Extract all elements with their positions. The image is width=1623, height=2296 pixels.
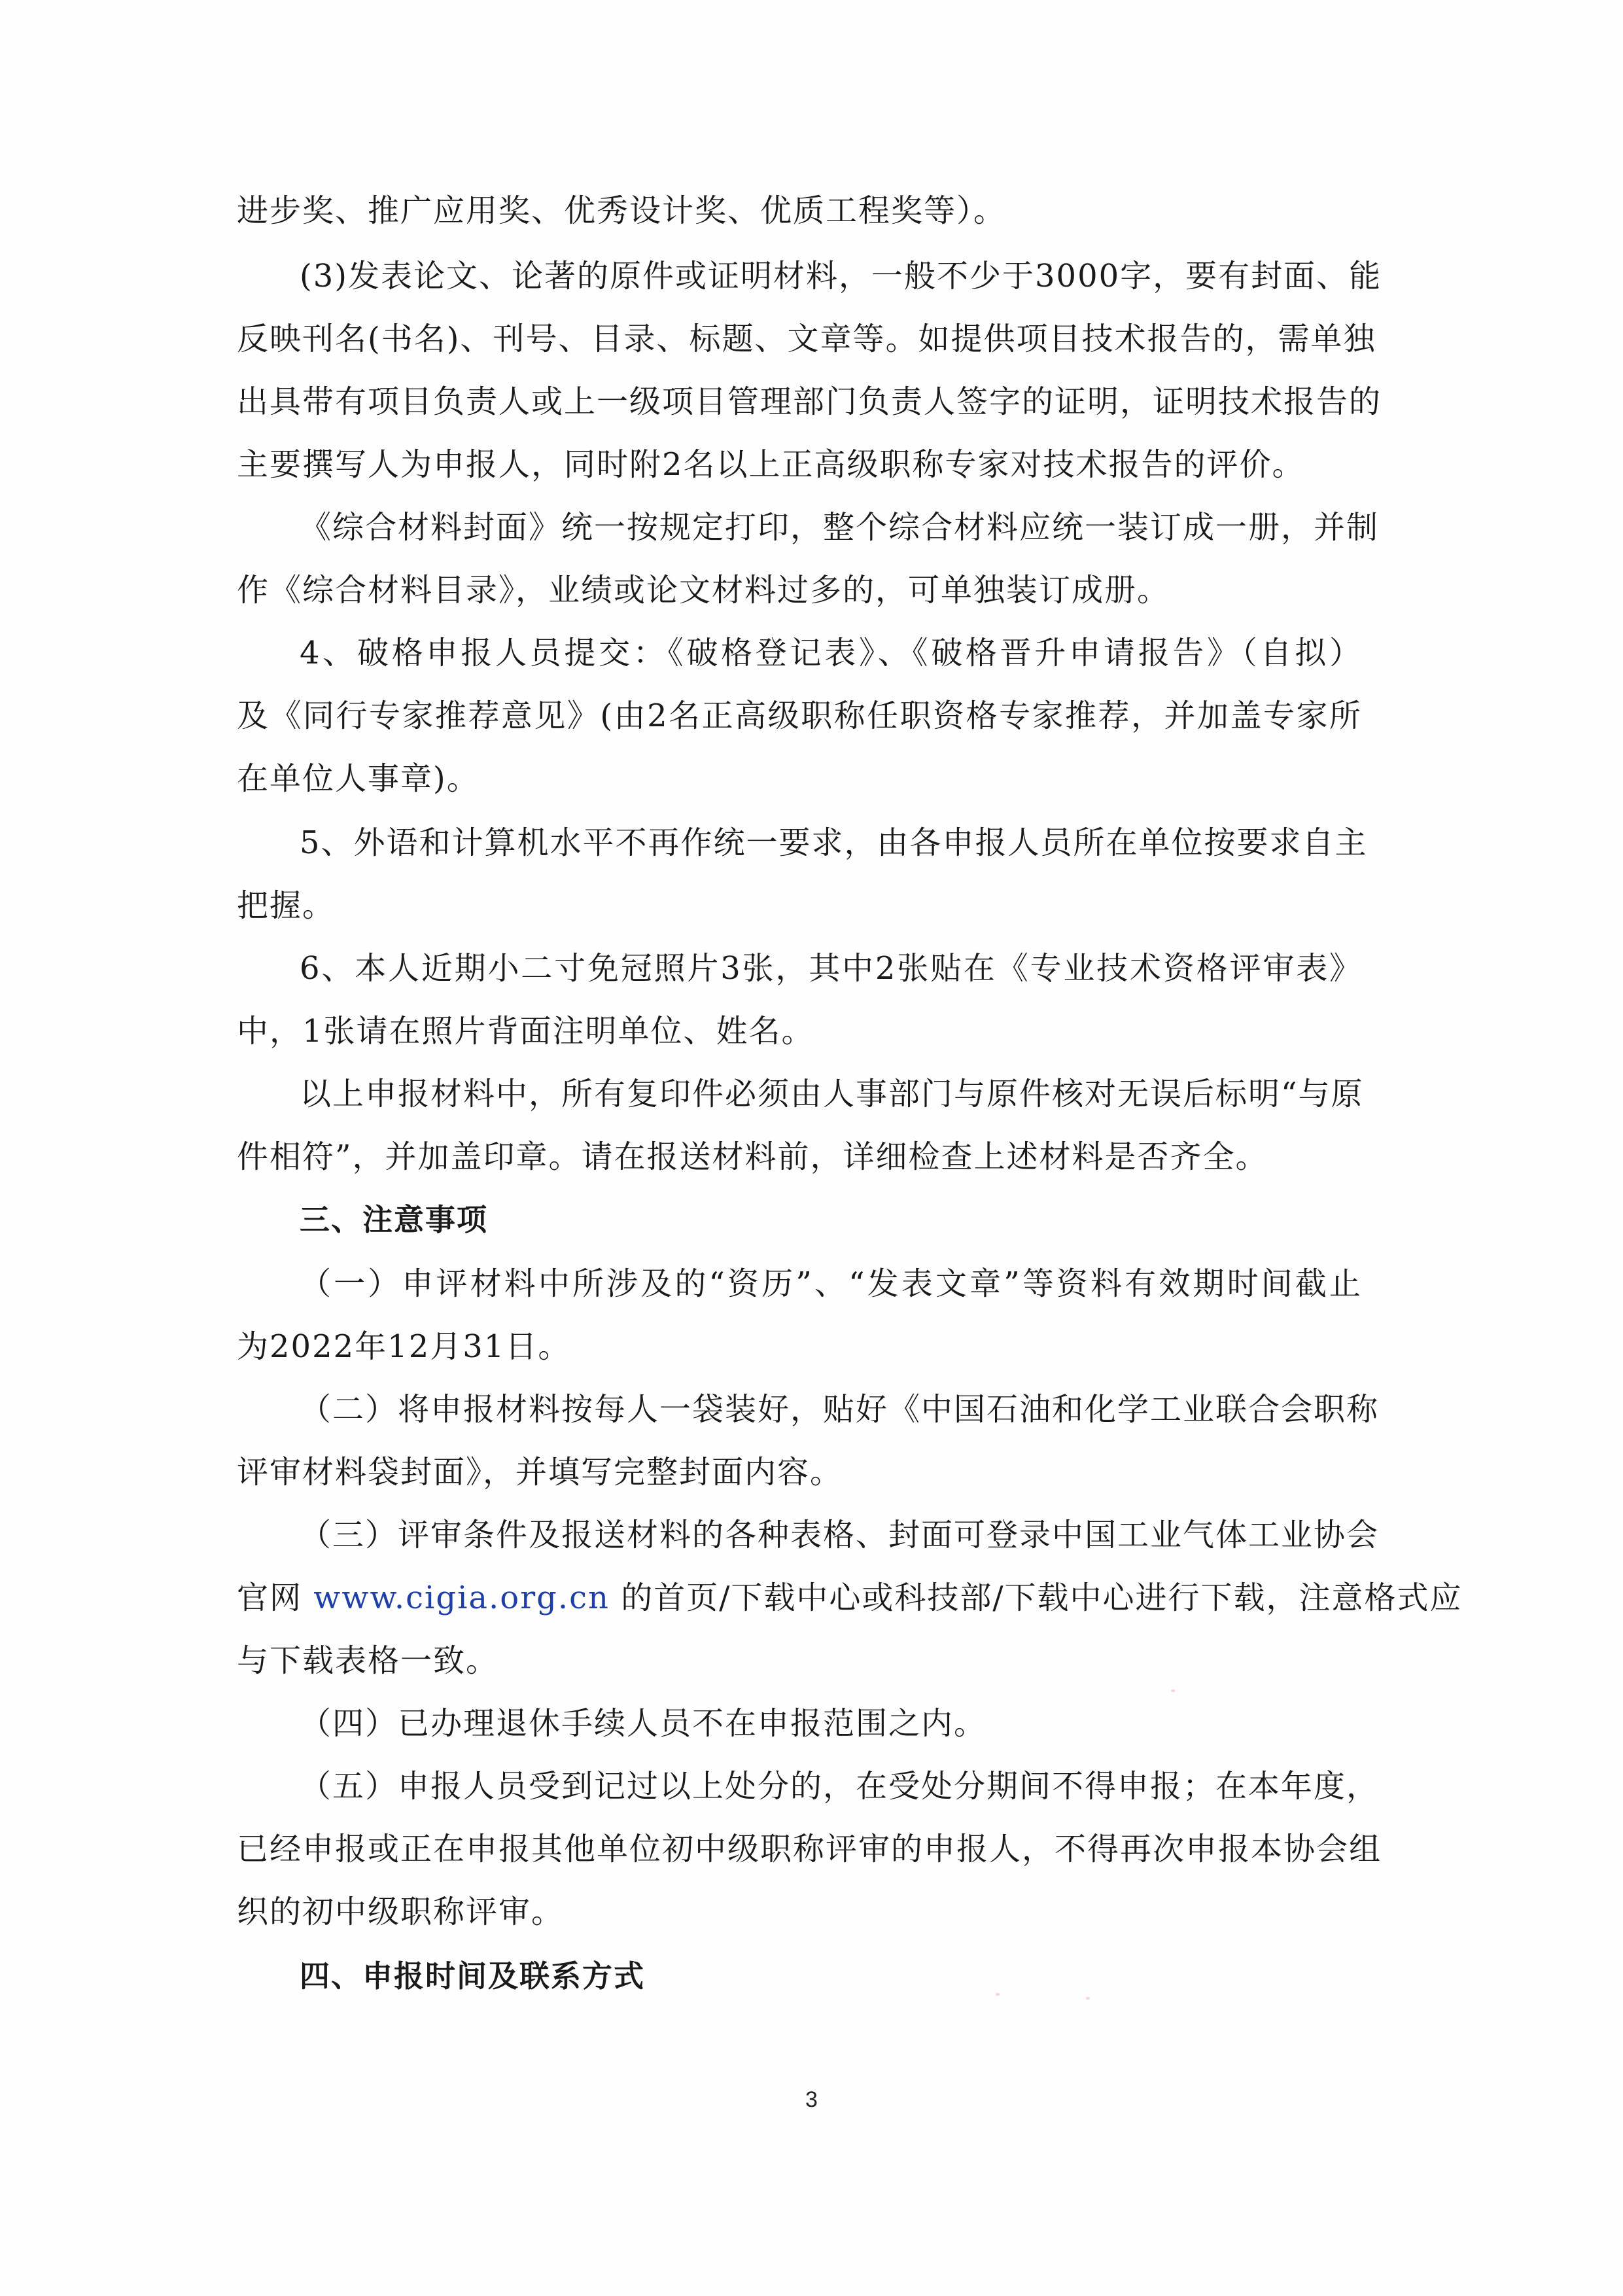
paragraph-line: 《综合材料封面》统一按规定打印，整个综合材料应统一装订成一册，并制: [300, 509, 1380, 546]
paragraph-line: 4、破格申报人员提交：《破格登记表》、《破格晋升申请报告》（自拟）: [300, 635, 1362, 671]
paragraph-line: 作《综合材料目录》，业绩或论文材料过多的，可单独装订成册。: [237, 572, 1170, 609]
section-heading: 三、注意事项: [300, 1202, 488, 1237]
section-heading: 四、申报时间及联系方式: [300, 1958, 645, 1994]
paragraph-line: 5、外语和计算机水平不再作统一要求，由各申报人员所在单位按要求自主: [300, 824, 1368, 861]
website-link[interactable]: www.cigia.org.cn: [313, 1580, 610, 1616]
paragraph-line: 6、本人近期小二寸免冠照片3张，其中2张贴在《专业技术资格评审表》: [300, 950, 1362, 987]
paragraph-line: （五）申报人员受到记过以上处分的，在受处分期间不得申报；在本年度，: [300, 1768, 1380, 1805]
paragraph-line: 织的初中级职称评审。: [237, 1894, 565, 1930]
paragraph-line: （二）将申报材料按每人一袋装好，贴好《中国石油和化学工业联合会职称: [300, 1391, 1380, 1428]
paragraph-line: 件相符”，并加盖印章。请在报送材料前，详细检查上述材料是否齐全。: [237, 1139, 1268, 1175]
paragraph-line: （三）评审条件及报送材料的各种表格、封面可登录中国工业气体工业协会: [300, 1517, 1380, 1553]
paragraph-line: 反映刊名(书名)、刊号、目录、标题、文章等。如提供项目技术报告的，需单独: [237, 321, 1376, 357]
paragraph-line: 把握。: [237, 887, 336, 924]
paragraph-line: 与下载表格一致。: [237, 1642, 499, 1679]
paper-speck: [996, 1993, 1000, 1996]
paragraph-line: 出具带有项目负责人或上一级项目管理部门负责人签字的证明，证明技术报告的: [237, 383, 1382, 420]
paragraph-line: (3)发表论文、论著的原件或证明材料，一般不少于3000字，要有封面、能: [300, 258, 1382, 294]
paragraph-line-with-link: [237, 1578, 1463, 1617]
paragraph-line: 评审材料袋封面》，并填写完整封面内容。: [237, 1454, 843, 1491]
paragraph-line: 以上申报材料中，所有复印件必须由人事部门与原件核对无误后标明“与原: [300, 1076, 1364, 1112]
paragraph-line: （一）申评材料中所涉及的“资历”、“发表文章”等资料有效期时间截止: [300, 1265, 1362, 1302]
paragraph-line: 已经申报或正在申报其他单位初中级职称评审的申报人，不得再次申报本协会组: [237, 1831, 1382, 1867]
paper-speck: [1086, 1997, 1090, 2000]
paragraph-line: （四）已办理退休手续人员不在申报范围之内。: [300, 1705, 987, 1742]
paragraph-line: 为2022年12月31日。: [237, 1328, 571, 1365]
paragraph-line: 主要撰写人为申报人，同时附2名以上正高级职称专家对技术报告的评价。: [237, 446, 1305, 483]
paragraph-line: 中，1张请在照片背面注明单位、姓名。: [237, 1013, 814, 1050]
paragraph-text: 的首页/下载中心或科技部/下载中心进行下载，注意格式应: [621, 1580, 1463, 1616]
page-number: 3: [805, 2087, 818, 2112]
paragraph-line: 及《同行专家推荐意见》(由2名正高级职称任职资格专家推荐，并加盖专家所: [237, 698, 1362, 734]
paragraph-line: 在单位人事章)。: [237, 760, 480, 797]
website-prefix: 官网: [237, 1580, 303, 1616]
paragraph-line: 进步奖、推广应用奖、优秀设计奖、优质工程奖等）。: [237, 192, 1007, 229]
paper-speck: [1171, 1689, 1175, 1692]
